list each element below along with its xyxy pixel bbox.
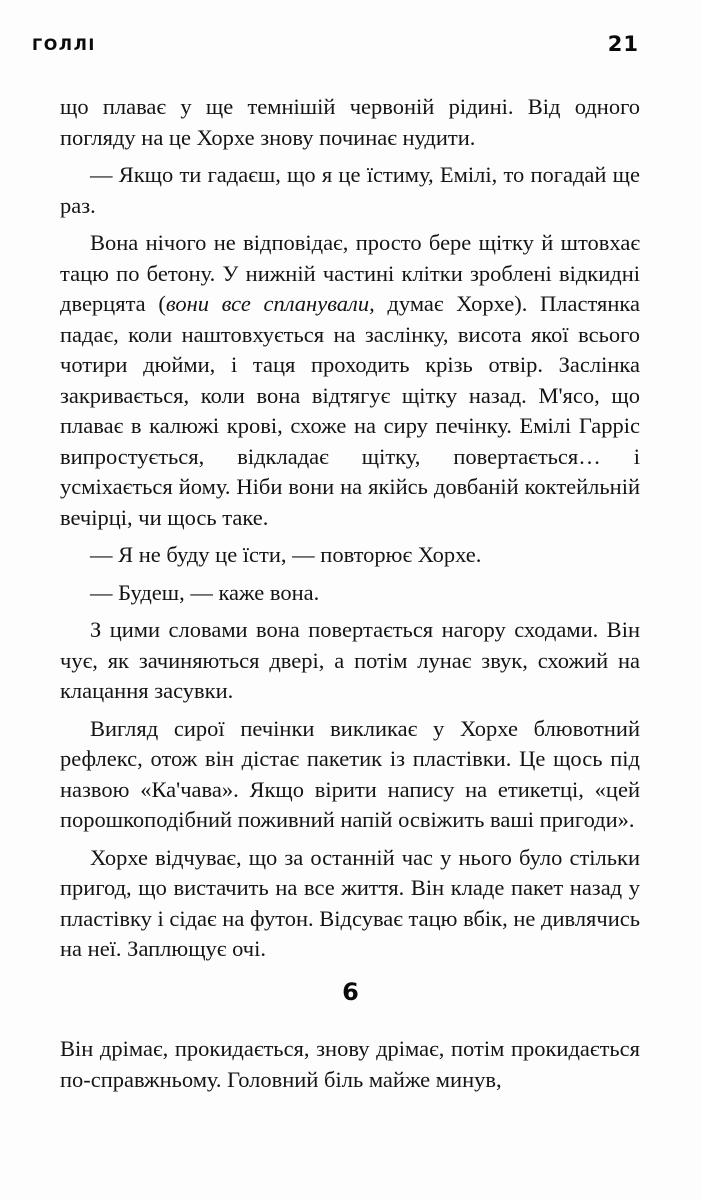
dialogue-jorge-2: — Я не буду це їсти, — повторює Хорхе. [90, 542, 482, 567]
dialogue-jorge-1: — Якщо ти гадаєш, що я це їстиму, Емілі, то погадай ще раз. [60, 162, 640, 218]
paragraph-kachava: Вигляд сирої печінки викликає у Хорхе блювотний рефлекс, отож він дістає пакетик із пластівки. Це щось під назвою «Ка'чава». Якщо вірити напису на етикетці, «цей порошкоподібний поживний напій освіжить ваші пригоди». [60, 715, 640, 832]
paragraph-tray-start: Вона нічого не відповідає, просто бере щітку й штовхає тацю по бетону. У нижній частині клітки зроблені відкидні дверцята ( [60, 230, 640, 316]
paragraph-adventures: Хорхе відчуває, що за останній час у нього було стільки пригод, що вистачить на все життя. Він кладе пакет назад у пластівку і сідає на футон. Відсуває тацю вбік, не дивлячись на неї. Заплющує очі. [60, 844, 640, 961]
paragraph-tray [60, 228, 640, 533]
chapter-number: 6 [342, 978, 359, 1006]
running-title: ГОЛЛІ [32, 34, 96, 54]
body-text [60, 92, 640, 972]
paragraph-tray-italic: вони все спланували, [165, 291, 375, 316]
chapter-text [60, 1034, 640, 1102]
dialogue-emily: — Будеш, — каже вона. [90, 579, 320, 605]
paragraph-stairs: З цими словами вона повертається нагору сходами. Він чує, як зачиняються двері, а потім лунає звук, схожий на клацання засувки. [60, 617, 640, 703]
page-number: 21 [607, 32, 639, 56]
paragraph-continuation: що плаває у ще темнішій червоній рідині. Від одного погляду на це Хорхе знову починає нудити. [60, 94, 640, 150]
paragraph-tray-end: думає Хорхе). Пластянка падає, коли наштовхується на заслінку, висота якої всього чотири дюйми, і таця проходить крізь отвір. Заслінка закривається, коли вона відтягує щітку назад. М'ясо, що плаває в калюжі крові, схоже на сиру печінку. Емілі Гарріс випростується, відкладає щітку, повертається… і усміхається йому. Ніби вони на якійсь довбаній коктейльній вечірці, чи щось таке. [60, 291, 640, 530]
chapter-opening-paragraph: Він дрімає, прокидається, знову дрімає, потім прокидається по-справжньому. Головний біль майже минув, [60, 1036, 640, 1092]
running-header [32, 30, 639, 58]
